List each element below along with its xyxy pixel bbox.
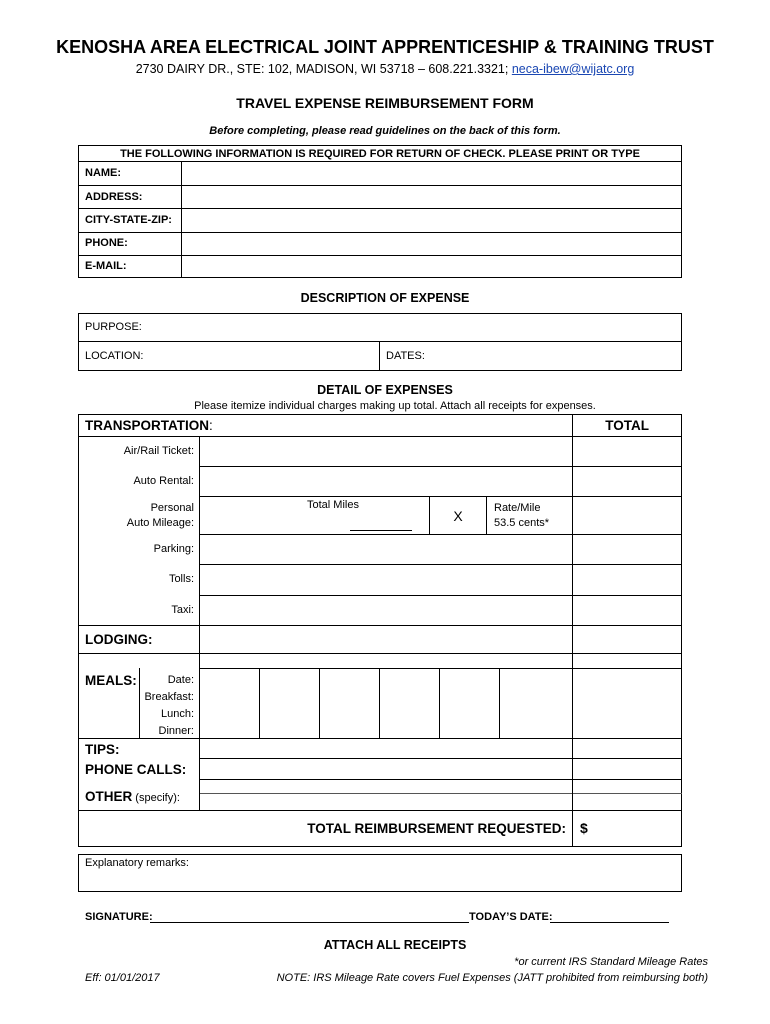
lodging-field[interactable]: [200, 626, 571, 653]
detail-heading: DETAIL OF EXPENSES: [317, 383, 453, 397]
tips-total[interactable]: [573, 739, 681, 758]
dates-label: DATES:: [386, 350, 425, 362]
transportation-colon: :: [209, 418, 213, 433]
email-field[interactable]: [182, 256, 681, 277]
signature-field[interactable]: [150, 910, 469, 923]
organization-title: KENOSHA AREA ELECTRICAL JOINT APPRENTICESHIP & TRAINING TRUST: [56, 37, 714, 57]
parking-total[interactable]: [573, 535, 681, 564]
other-field[interactable]: [200, 780, 571, 810]
auto-rental-field[interactable]: [200, 467, 571, 496]
taxi-label: Taxi:: [171, 604, 194, 616]
contact-info-heading: THE FOLLOWING INFORMATION IS REQUIRED FOR RETURN OF CHECK. PLEASE PRINT OR TYPE: [120, 148, 640, 160]
irs-rate-note: *or current IRS Standard Mileage Rates: [514, 956, 708, 968]
address-field[interactable]: [182, 186, 681, 208]
description-heading: DESCRIPTION OF EXPENSE: [300, 291, 470, 305]
lodging-total[interactable]: [573, 626, 681, 653]
air-rail-field[interactable]: [200, 437, 571, 466]
phone-calls-total[interactable]: [573, 759, 681, 779]
meal-date-label: Date:: [167, 674, 194, 686]
other-label: OTHER: [85, 789, 133, 804]
rate-mile-label: Rate/Mile: [494, 502, 541, 514]
todays-date-label: TODAY’S DATE:: [469, 911, 553, 923]
effective-date: Eff: 01/01/2017: [85, 972, 160, 984]
dinner-label: Dinner:: [158, 725, 194, 737]
phone-calls-label: PHONE CALLS:: [85, 762, 187, 777]
transportation-label: TRANSPORTATION: [85, 418, 209, 433]
multiply-symbol: X: [453, 508, 463, 524]
todays-date-field[interactable]: [550, 910, 669, 923]
taxi-field[interactable]: [200, 596, 571, 625]
location-label: LOCATION:: [85, 350, 144, 362]
meals-total[interactable]: [573, 654, 681, 738]
auto-mileage-label: Auto Mileage:: [126, 517, 194, 529]
auto-rental-total[interactable]: [573, 467, 681, 496]
lodging-label: LODGING:: [85, 632, 153, 647]
transportation-heading: [85, 418, 213, 433]
email-link[interactable]: neca-ibew@wijatc.org: [511, 62, 635, 76]
detail-subheading: Please itemize individual charges making up total. Attach all receipts for expenses.: [194, 400, 596, 412]
address-text: 2730 DAIRY DR., STE: 102, MADISON, WI 53718 – 608.221.3321;: [135, 62, 512, 76]
auto-rental-label: Auto Rental:: [133, 475, 194, 487]
form-title: TRAVEL EXPENSE REIMBURSEMENT FORM: [236, 95, 534, 111]
other-row-label: [85, 788, 180, 806]
organization-address: [0, 62, 770, 76]
air-rail-label: Air/Rail Ticket:: [123, 445, 194, 457]
air-rail-total[interactable]: [573, 437, 681, 466]
tolls-label: Tolls:: [168, 573, 194, 585]
tips-label: TIPS:: [85, 742, 120, 757]
city-state-zip-label: CITY-STATE-ZIP:: [85, 214, 172, 226]
fuel-expense-note: NOTE: IRS Mileage Rate covers Fuel Expenses (JATT prohibited from reimbursing both): [276, 972, 708, 984]
specify-label: (specify):: [132, 792, 180, 804]
total-column-header: TOTAL: [605, 418, 649, 433]
taxi-total[interactable]: [573, 596, 681, 625]
total-miles-label: Total Miles: [307, 499, 359, 511]
purpose-field[interactable]: [140, 314, 680, 340]
parking-field[interactable]: [200, 535, 571, 564]
breakfast-label: Breakfast:: [144, 691, 194, 703]
rate-value: 53.5 cents*: [494, 517, 550, 529]
phone-label: PHONE:: [85, 237, 128, 249]
phone-field[interactable]: [182, 233, 681, 255]
name-label: NAME:: [85, 167, 122, 179]
signature-label: SIGNATURE:: [85, 911, 153, 923]
remarks-label: Explanatory remarks:: [85, 857, 189, 869]
city-state-zip-field[interactable]: [182, 209, 681, 232]
parking-label: Parking:: [153, 543, 194, 555]
location-field[interactable]: [145, 342, 378, 370]
email-label: E-MAIL:: [85, 260, 127, 272]
name-field[interactable]: [182, 162, 681, 185]
total-requested-field[interactable]: [592, 812, 680, 845]
tips-field[interactable]: [200, 739, 571, 758]
form-instruction: Before completing, please read guidelines on the back of this form.: [209, 125, 561, 137]
personal-label: Personal: [150, 502, 194, 514]
phone-calls-field[interactable]: [200, 759, 571, 779]
tolls-total[interactable]: [573, 565, 681, 595]
dates-field[interactable]: [425, 342, 680, 370]
total-miles-field[interactable]: [350, 517, 412, 531]
tolls-field[interactable]: [200, 565, 571, 595]
address-label: ADDRESS:: [85, 191, 143, 203]
attach-receipts-heading: ATTACH ALL RECEIPTS: [323, 938, 467, 952]
purpose-label: PURPOSE:: [85, 321, 142, 333]
other-total[interactable]: [573, 780, 681, 810]
total-requested-label: TOTAL REIMBURSEMENT REQUESTED:: [307, 821, 566, 836]
meals-label: MEALS:: [85, 673, 137, 688]
lunch-label: Lunch:: [160, 708, 194, 720]
dollar-sign: $: [580, 820, 588, 836]
meals-grid[interactable]: [200, 669, 571, 737]
auto-mileage-total[interactable]: [573, 497, 681, 534]
